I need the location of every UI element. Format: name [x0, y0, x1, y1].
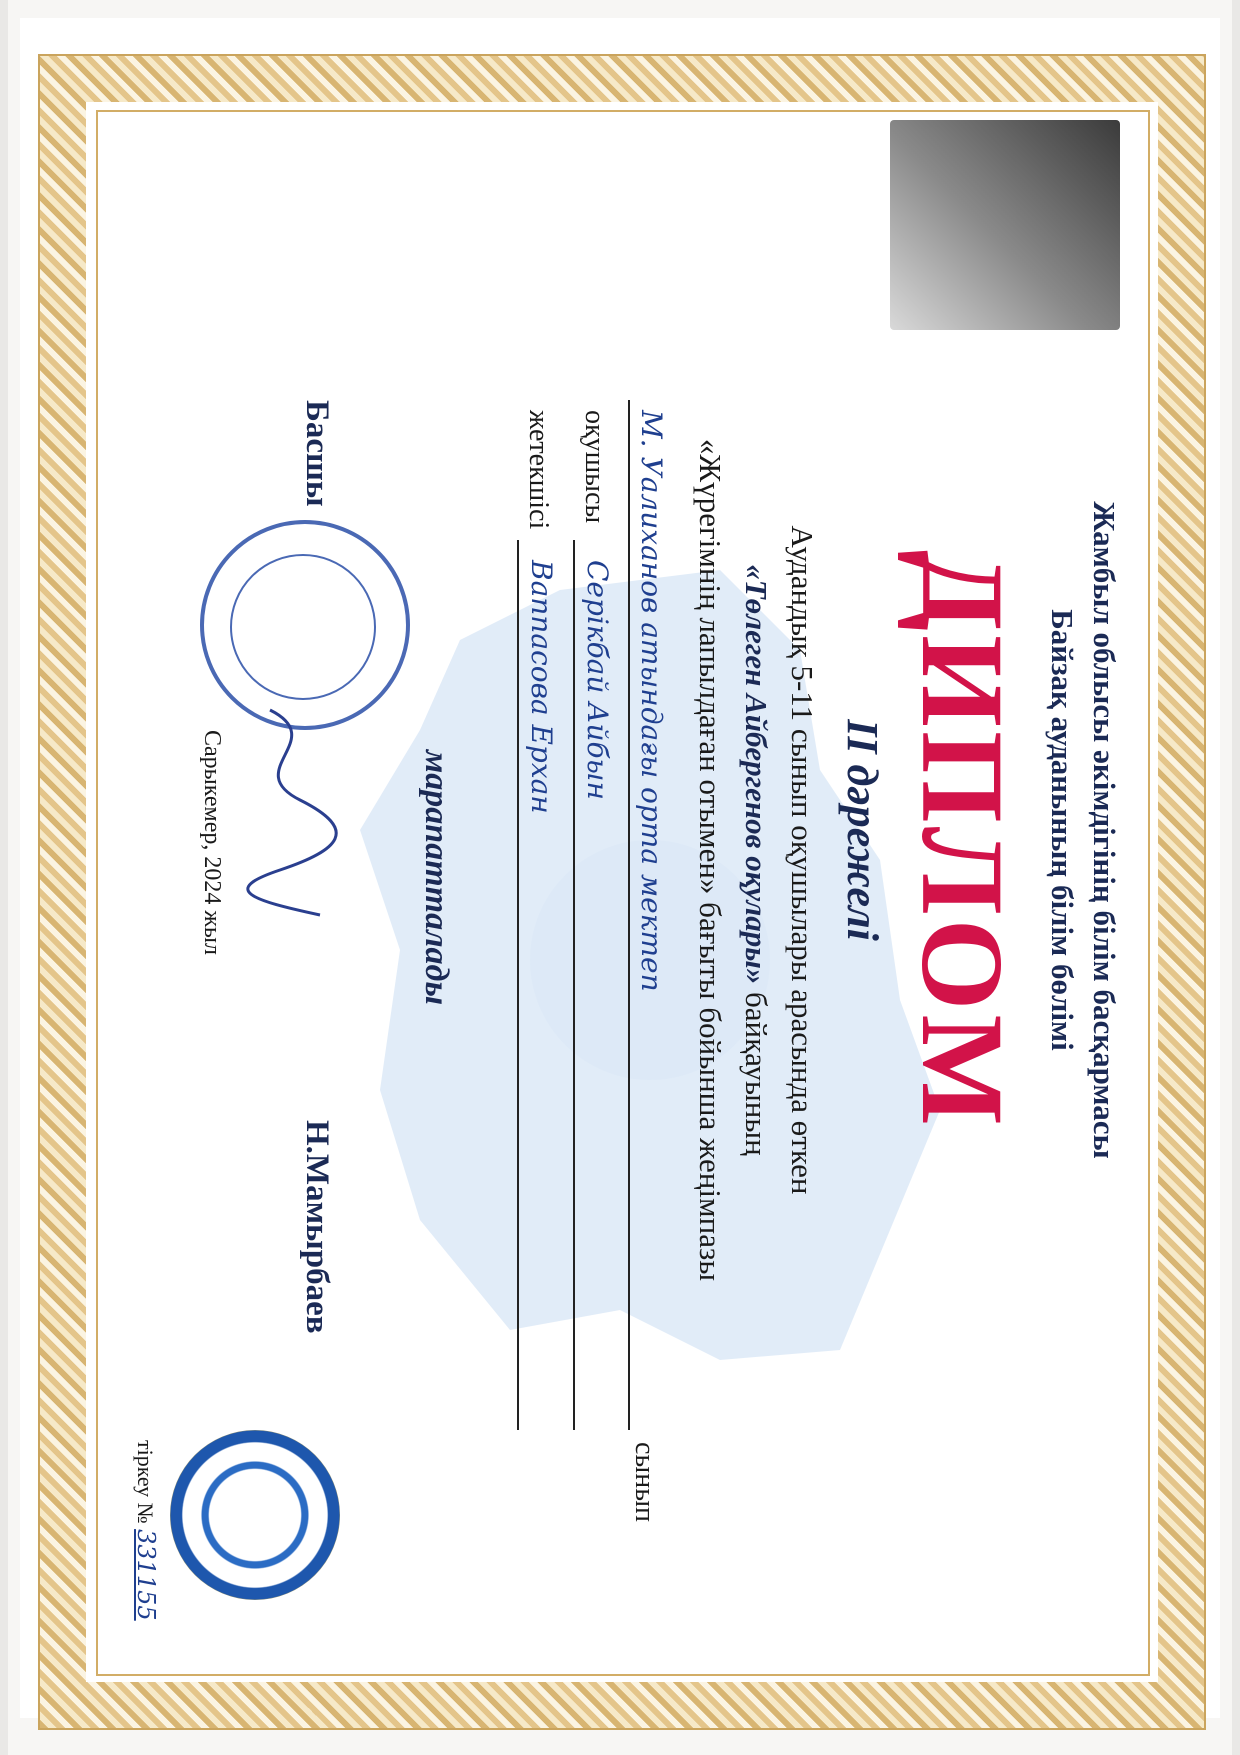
registration-label: тіркеу №	[133, 1440, 158, 1524]
awarded-text: марапатталады	[418, 750, 455, 1005]
place-date: Сарыкемер, 2024 жыл	[199, 730, 225, 956]
head-name: Н.Мамырбаев	[299, 1120, 335, 1334]
certificate-content	[96, 110, 1150, 1676]
org-line-1: Жамбыл облысы әкімдігінің білім басқармасы	[1087, 501, 1122, 1159]
teacher-underline	[517, 540, 519, 1430]
education-department-logo	[170, 1430, 340, 1600]
registration-number	[132, 1440, 160, 1621]
body-line-1: Аудандық 5-11 сынып оқушылары арасында өткен	[785, 525, 820, 1195]
teacher-value: Ваппасова Ерхан	[525, 560, 558, 814]
head-label: Басшы	[299, 400, 335, 507]
grade-suffix: сынып	[629, 1442, 660, 1523]
handwritten-signature	[230, 700, 350, 920]
teacher-label: жетекшісі	[523, 410, 554, 530]
body-line-2	[738, 360, 774, 1360]
student-underline	[573, 540, 575, 1430]
scan-edge-right	[1232, 0, 1240, 1755]
org-line-2: Байзақ ауданының білім бөлімі	[1045, 609, 1080, 1051]
degree-label: II дәрежелі	[838, 719, 887, 941]
school-value: М. Уалиханов атындағы орта мектеп	[635, 410, 668, 992]
official-stamp-seal	[200, 520, 410, 730]
student-value: Серікбай Айбын	[581, 560, 614, 800]
body-line-2-rest: байқауының	[739, 984, 774, 1156]
contest-name: «Төлеген Айбергенов оқулары»	[739, 564, 774, 985]
body-line-3: «Жүрегімнің лапылдаған отымен» бағыты бойынша жеңімпазы	[693, 438, 728, 1282]
diploma-title: ДИПЛОМ	[897, 550, 1028, 1130]
student-label: оқушысы	[579, 410, 610, 524]
portrait-photo	[890, 120, 1120, 330]
scan-edge-left	[0, 0, 8, 1755]
registration-value: 331155	[132, 1529, 160, 1621]
school-underline	[628, 400, 630, 1430]
